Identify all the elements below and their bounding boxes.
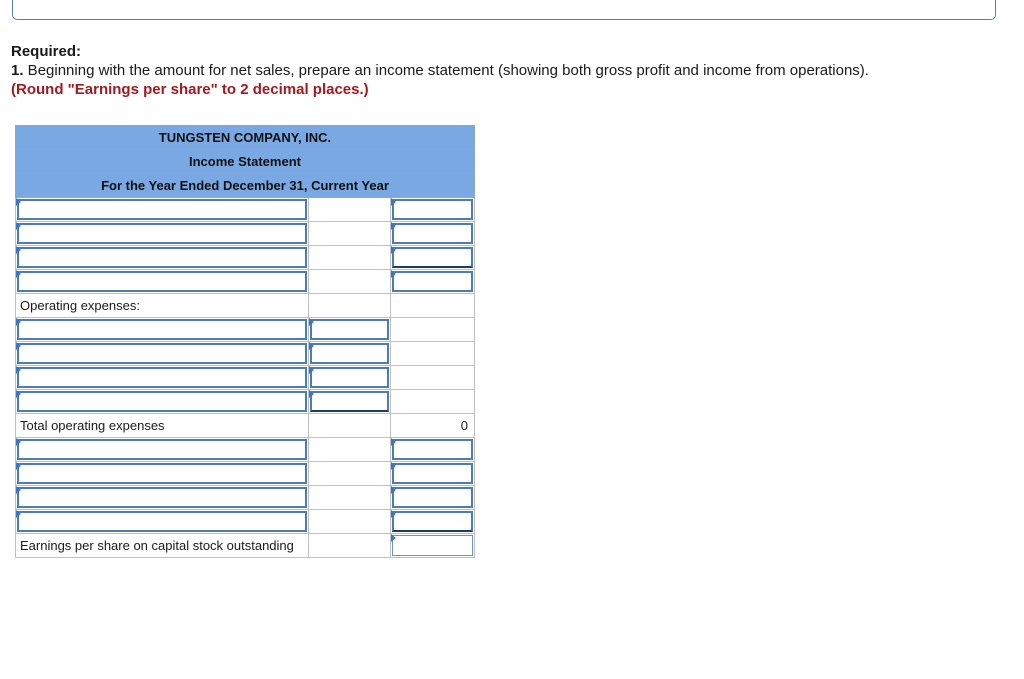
expense-amount-input[interactable] xyxy=(309,342,391,366)
amount-input[interactable] xyxy=(391,438,475,462)
empty-cell xyxy=(309,414,391,438)
empty-cell xyxy=(391,294,475,318)
amount-input[interactable] xyxy=(391,510,475,534)
empty-cell xyxy=(391,390,475,414)
dropdown-arrow-icon xyxy=(16,222,21,230)
table-row xyxy=(16,342,475,366)
table-row xyxy=(16,366,475,390)
empty-cell xyxy=(309,462,391,486)
empty-cell xyxy=(309,294,391,318)
empty-cell xyxy=(309,198,391,222)
expense-account-select[interactable] xyxy=(16,318,309,342)
account-select[interactable] xyxy=(16,486,309,510)
dropdown-arrow-icon xyxy=(391,438,396,446)
dropdown-arrow-icon xyxy=(16,318,21,326)
amount-input[interactable] xyxy=(391,270,475,294)
table-row xyxy=(16,462,475,486)
account-select[interactable] xyxy=(16,510,309,534)
empty-cell xyxy=(309,246,391,270)
table-row xyxy=(16,246,475,270)
account-select[interactable] xyxy=(16,270,309,294)
expense-amount-input[interactable] xyxy=(309,366,391,390)
dropdown-arrow-icon xyxy=(309,318,314,326)
dropdown-arrow-icon xyxy=(16,270,21,278)
table-row xyxy=(16,270,475,294)
statement-title: Income Statement xyxy=(16,150,475,174)
table-row xyxy=(16,294,475,318)
required-heading: Required: xyxy=(11,43,82,60)
table-row xyxy=(16,318,475,342)
dropdown-arrow-icon xyxy=(16,342,21,350)
expense-amount-input[interactable] xyxy=(309,390,391,414)
empty-cell xyxy=(309,486,391,510)
table-row xyxy=(16,222,475,246)
instruction-text: Beginning with the amount for net sales, prepare an income statement (showing both gross profit and income from operations). xyxy=(23,62,869,79)
account-select[interactable] xyxy=(16,222,309,246)
empty-cell xyxy=(309,534,391,558)
table-row xyxy=(16,510,475,534)
expense-amount-input[interactable] xyxy=(309,318,391,342)
amount-input[interactable] xyxy=(391,462,475,486)
dropdown-arrow-icon xyxy=(309,342,314,350)
dropdown-arrow-icon xyxy=(309,366,314,374)
empty-cell xyxy=(309,438,391,462)
company-name: TUNGSTEN COMPANY, INC. xyxy=(16,126,475,150)
dropdown-arrow-icon xyxy=(16,438,21,446)
table-row xyxy=(16,486,475,510)
dropdown-arrow-icon xyxy=(16,462,21,470)
dropdown-arrow-icon xyxy=(391,510,396,518)
total-operating-expenses-label: Total operating expenses xyxy=(16,414,309,438)
empty-cell xyxy=(309,222,391,246)
account-select[interactable] xyxy=(16,438,309,462)
rounding-note: (Round "Earnings per share" to 2 decimal places.) xyxy=(11,81,369,98)
empty-cell xyxy=(309,510,391,534)
empty-cell xyxy=(309,270,391,294)
table-row xyxy=(16,198,475,222)
total-operating-expenses-value: 0 xyxy=(391,414,475,438)
instructions xyxy=(11,42,869,99)
dropdown-arrow-icon xyxy=(391,222,396,230)
expense-account-select[interactable] xyxy=(16,342,309,366)
dropdown-arrow-icon xyxy=(391,246,396,254)
table-row xyxy=(16,534,475,558)
expense-account-select[interactable] xyxy=(16,390,309,414)
amount-input[interactable] xyxy=(391,222,475,246)
dropdown-arrow-icon xyxy=(391,462,396,470)
amount-input[interactable] xyxy=(391,486,475,510)
statement-period: For the Year Ended December 31, Current Year xyxy=(16,174,475,198)
item-number: 1. xyxy=(11,62,24,79)
empty-cell xyxy=(391,318,475,342)
instruction-line xyxy=(11,61,869,80)
dropdown-arrow-icon xyxy=(16,486,21,494)
dropdown-arrow-icon xyxy=(16,390,21,398)
empty-cell xyxy=(391,366,475,390)
dropdown-arrow-icon xyxy=(309,390,314,398)
expense-account-select[interactable] xyxy=(16,366,309,390)
dropdown-arrow-icon xyxy=(16,198,21,206)
empty-cell xyxy=(391,342,475,366)
table-row xyxy=(16,414,475,438)
account-select[interactable] xyxy=(16,462,309,486)
account-select[interactable] xyxy=(16,246,309,270)
top-answer-box xyxy=(12,0,996,20)
dropdown-arrow-icon xyxy=(391,270,396,278)
dropdown-arrow-icon xyxy=(16,510,21,518)
income-statement-table xyxy=(15,125,475,558)
dropdown-arrow-icon xyxy=(391,486,396,494)
amount-input[interactable] xyxy=(391,246,475,270)
account-select[interactable] xyxy=(16,198,309,222)
table-row xyxy=(16,390,475,414)
eps-input[interactable] xyxy=(391,534,475,558)
dropdown-arrow-icon xyxy=(391,198,396,206)
table-row xyxy=(16,438,475,462)
amount-input[interactable] xyxy=(391,198,475,222)
dropdown-arrow-icon xyxy=(16,246,21,254)
dropdown-arrow-icon xyxy=(16,366,21,374)
dropdown-arrow-icon xyxy=(391,534,396,542)
operating-expenses-label: Operating expenses: xyxy=(16,294,309,318)
eps-label: Earnings per share on capital stock outstanding xyxy=(16,534,309,558)
